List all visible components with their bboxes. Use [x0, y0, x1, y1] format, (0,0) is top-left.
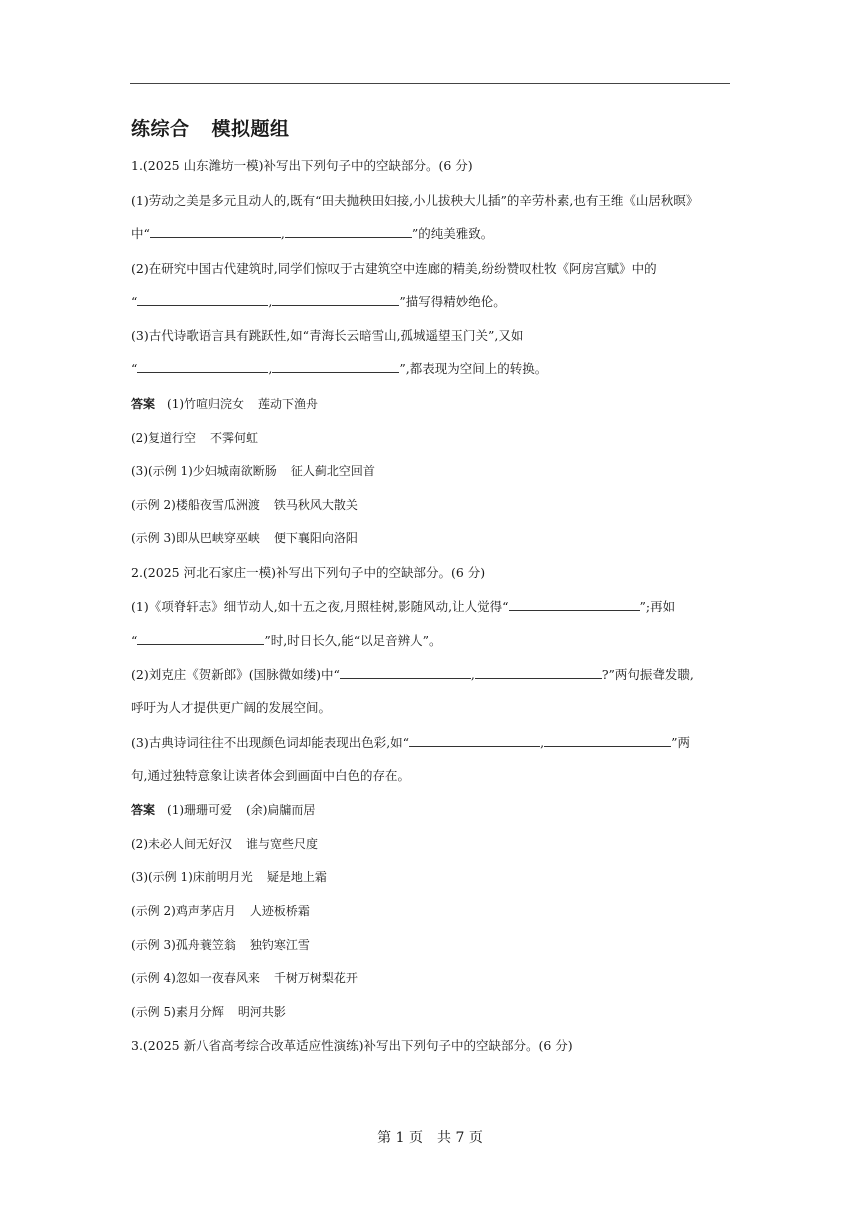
q1-p2-line2: “ , ”描写得精妙绝伦。 [131, 294, 506, 309]
blank [137, 294, 268, 306]
q2-header: 2.(2025 河北石家庄一模)补写出下列句子中的空缺部分。(6 分) [131, 565, 486, 580]
q2-answer-line: (示例 5)素月分辉 明河共影 [131, 1005, 286, 1019]
q2-answer-line: 答案 (1)珊珊可爱 (余)扃牖而居 [131, 803, 316, 817]
q2-answer-line: (3)(示例 1)床前明月光 疑是地上霜 [131, 870, 327, 884]
blank [285, 226, 412, 238]
q2-answer-line: (2)未必人间无好汉 谁与宽些尺度 [131, 837, 319, 851]
blank [272, 361, 399, 373]
q1-header: 1.(2025 山东潍坊一模)补写出下列句子中的空缺部分。(6 分) [131, 158, 473, 173]
q2-p1-line1: (1)《项脊轩志》细节动人,如十五之夜,月照桂树,影随风动,让人觉得“ ”;再如 [131, 599, 676, 614]
answer-label: 答案 [131, 803, 156, 817]
page-total: 7 [455, 1130, 465, 1146]
q1-answer-line: (2)复道行空 不霁何虹 [131, 431, 259, 445]
answer-label: 答案 [131, 397, 156, 411]
q2-p2-line1: (2)刘克庄《贺新郎》(国脉微如缕)中“ , ?”两句振聋发聩, [131, 667, 694, 682]
blank [137, 361, 268, 373]
title-part-1: 练综合 [131, 118, 190, 140]
q1-p3-line1: (3)古代诗歌语言具有跳跃性,如“青海长云暗雪山,孤城遥望玉门关”,又如 [131, 328, 524, 343]
page-number: 1 [395, 1130, 405, 1146]
blank [409, 735, 540, 747]
q1-p1-line2: 中“ , ”的纯美雅致。 [131, 226, 494, 241]
q1-answer-line: 答案 (1)竹喧归浣女 莲动下渔舟 [131, 397, 319, 411]
q2-answer-line: (示例 2)鸡声茅店月 人迹板桥霜 [131, 904, 310, 918]
q2-answer-line: (示例 4)忽如一夜春风来 千树万树梨花开 [131, 971, 358, 985]
q2-p2-line2: 呼吁为人才提供更广阔的发展空间。 [131, 700, 332, 715]
title-part-2: 模拟题组 [211, 118, 290, 140]
q1-answer-line: (示例 3)即从巴峡穿巫峡 便下襄阳向洛阳 [131, 531, 358, 545]
blank [340, 667, 471, 679]
blank [475, 667, 602, 679]
q1-p1-line1: (1)劳动之美是多元且动人的,既有“田夫抛秧田妇接,小儿拔秧大儿插”的辛劳朴素,也有王维《山居秋暝》 [131, 193, 699, 208]
header-rule [130, 83, 730, 84]
q1-p2-line1: (2)在研究中国古代建筑时,同学们惊叹于古建筑空中连廊的精美,纷纷赞叹杜牧《阿房宫赋》中的 [131, 261, 657, 276]
q2-answer-line: (示例 3)孤舟蓑笠翁 独钓寒江雪 [131, 938, 310, 952]
section-title [131, 114, 290, 141]
blank [137, 633, 264, 645]
q1-answer-line: (3)(示例 1)少妇城南欲断肠 征人蓟北空回首 [131, 464, 375, 478]
q1-answer-line: (示例 2)楼船夜雪瓜洲渡 铁马秋风大散关 [131, 498, 358, 512]
blank [272, 294, 399, 306]
blank [150, 226, 281, 238]
q2-p3-line2: 句,通过独特意象让读者体会到画面中白色的存在。 [131, 768, 410, 783]
q2-p3-line1: (3)古典诗词往往不出现颜色词却能表现出色彩,如“ , ”两 [131, 735, 690, 750]
q3-header: 3.(2025 新八省高考综合改革适应性演练)补写出下列句子中的空缺部分。(6 分) [131, 1038, 573, 1053]
q2-p1-line2: “ ”时,时日长久,能“以足音辨人”。 [131, 633, 442, 648]
page-footer: 第 1 页 共 7 页 [377, 1130, 483, 1146]
q1-p3-line2: “ , ”,都表现为空间上的转换。 [131, 361, 548, 376]
blank [544, 735, 671, 747]
blank [509, 599, 640, 611]
